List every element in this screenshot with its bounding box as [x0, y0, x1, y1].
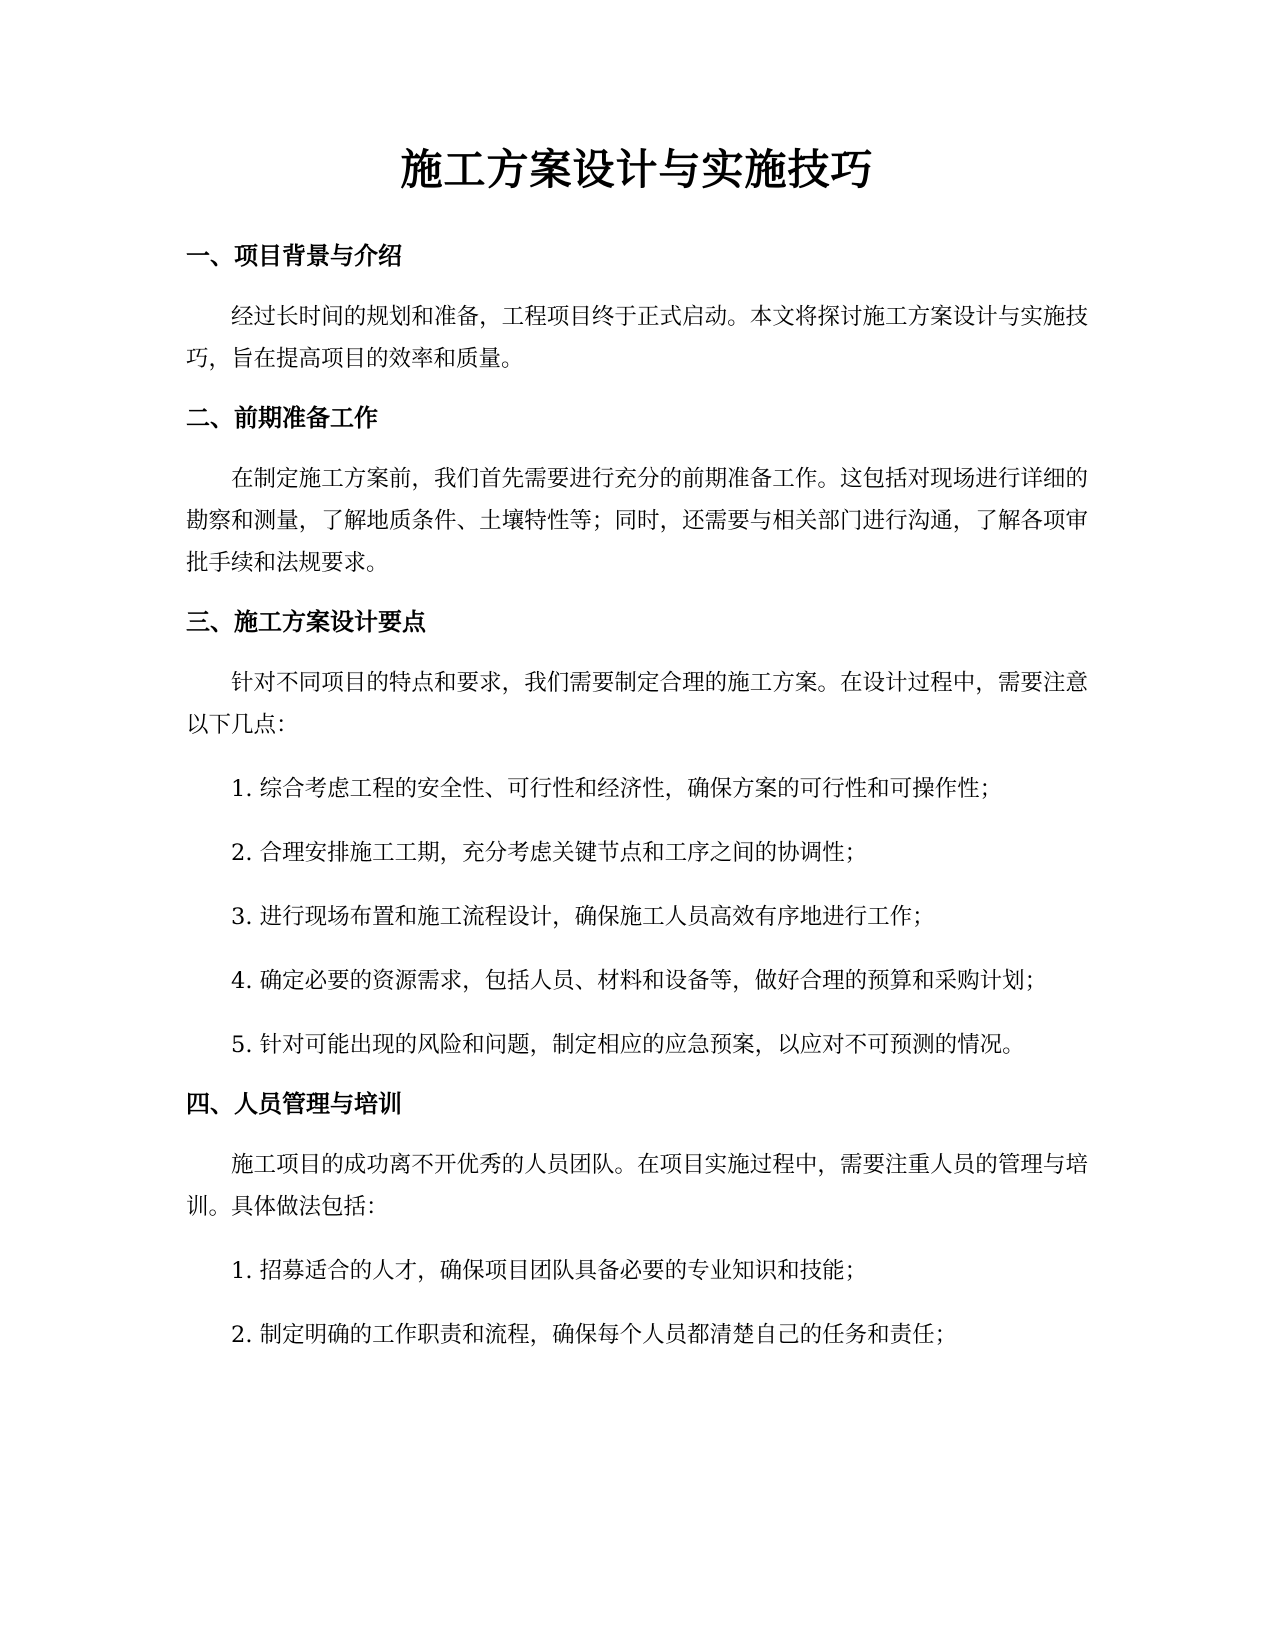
list-item: 1. 综合考虑工程的安全性、可行性和经济性，确保方案的可行性和可操作性； [231, 776, 1003, 802]
paragraph: 经过长时间的规划和准备，工程项目终于正式启动。本文将探讨施工方案设计与实施技巧，旨在提高项目的效率和质量。 [186, 304, 1088, 372]
section-heading-design-points: 三、施工方案设计要点 [186, 608, 426, 636]
list-item: 2. 制定明确的工作职责和流程，确保每个人员都清楚自己的任务和责任； [231, 1322, 958, 1348]
section-heading-background: 一、项目背景与介绍 [186, 242, 402, 270]
list-item: 5. 针对可能出现的风险和问题，制定相应的应急预案，以应对不可预测的情况。 [231, 1032, 1025, 1058]
list-item: 1. 招募适合的人才，确保项目团队具备必要的专业知识和技能； [231, 1258, 868, 1284]
paragraph: 施工项目的成功离不开优秀的人员团队。在项目实施过程中，需要注重人员的管理与培训。具体做法包括： [186, 1152, 1088, 1220]
list-item: 3. 进行现场布置和施工流程设计，确保施工人员高效有序地进行工作； [231, 904, 935, 930]
document-title: 施工方案设计与实施技巧 [400, 145, 874, 194]
list-item: 4. 确定必要的资源需求，包括人员、材料和设备等，做好合理的预算和采购计划； [231, 968, 1048, 994]
list-item: 2. 合理安排施工工期，充分考虑关键节点和工序之间的协调性； [231, 840, 868, 866]
section-heading-preparation: 二、前期准备工作 [186, 404, 378, 432]
paragraph: 在制定施工方案前，我们首先需要进行充分的前期准备工作。这包括对现场进行详细的勘察和测量，了解地质条件、土壤特性等；同时，还需要与相关部门进行沟通，了解各项审批手续和法规要求。 [186, 466, 1088, 576]
document-body [186, 140, 1088, 1378]
paragraph: 针对不同项目的特点和要求，我们需要制定合理的施工方案。在设计过程中，需要注意以下几点： [186, 670, 1088, 738]
section-heading-personnel: 四、人员管理与培训 [186, 1090, 402, 1118]
